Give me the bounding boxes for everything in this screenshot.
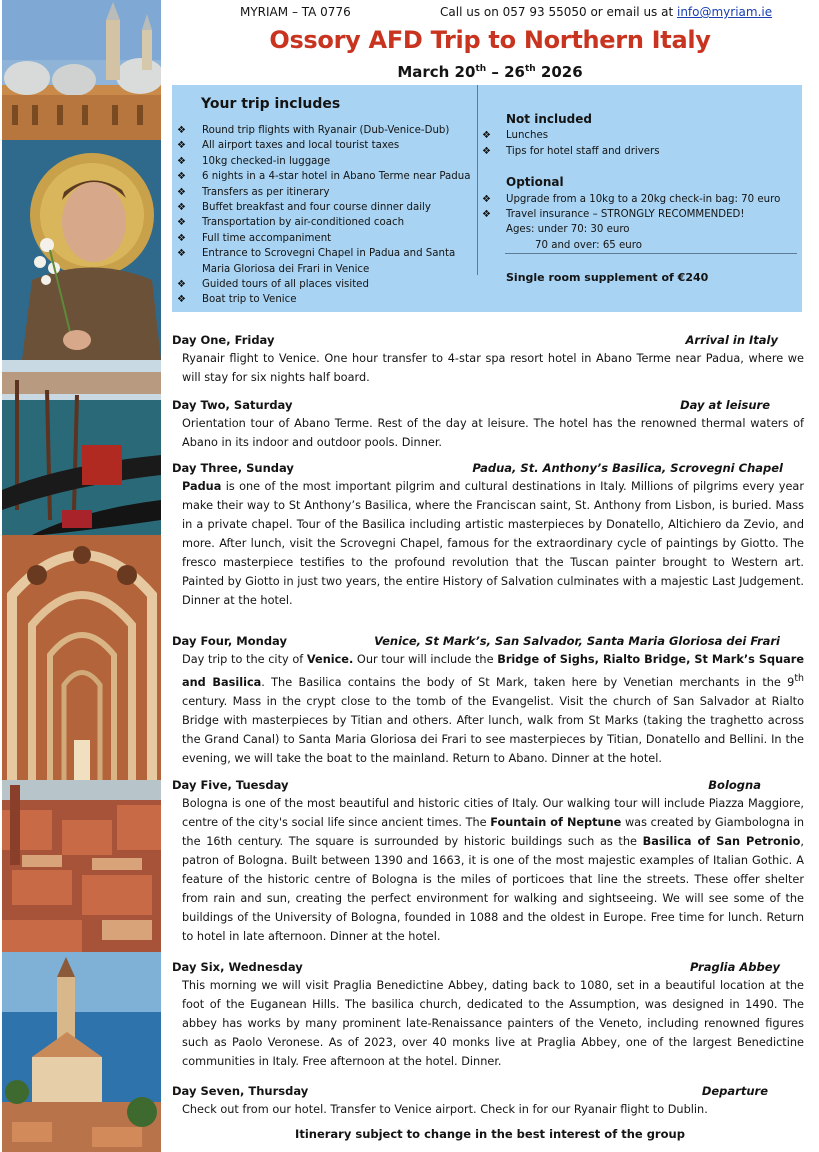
list-item: ❖ 6 nights in a 4-star hotel in Abano Terme near Padua bbox=[177, 169, 477, 184]
bold-place-padua: Padua bbox=[182, 480, 222, 493]
diamond-bullet-icon: ❖ bbox=[177, 248, 186, 260]
insurance-price-70-over: 70 and over: 65 euro bbox=[535, 239, 642, 251]
contact-info bbox=[440, 5, 772, 19]
day-subtitle: Arrival in Italy bbox=[685, 333, 778, 347]
day-description: Padua is one of the most important pilgrim and cultural destinations in Italy. Millions of pilgrims every year make their way to St Anthony’s Basilica, where the Franciscan saint, St. Anthony from Lisbon, is buried. Mass in a private chapel. Tour of the Basilica including artistic masterpieces by Donatello, Altichiero da Zevio, and more. After lunch, visit the Scrovegni Chapel, famous for the extraordinary cycle of paintings by Giotto. The fresco masterpiece testifies to the profound revolution that the Tuscan painter brought to Western art. Painted by Giotto in just two years, the entire History of Salvation culminates with a majestic Last Judgement. Dinner at the hotel. bbox=[182, 480, 804, 607]
day-heading bbox=[172, 1084, 808, 1100]
list-item: ❖ Entrance to Scrovegni Chapel in Padua and Santa Maria Gloriosa dei Frari in Venice bbox=[177, 248, 456, 275]
list-item: ❖ Travel insurance – STRONGLY RECOMMENDED! bbox=[482, 207, 800, 222]
list-item: ❖ Boat trip to Venice bbox=[177, 292, 477, 307]
extras-column bbox=[482, 112, 800, 253]
list-item: ❖ Transportation by air-conditioned coach bbox=[177, 215, 477, 230]
day-one-section bbox=[172, 333, 808, 387]
venice-gondolas-photo bbox=[2, 360, 161, 535]
agency-license: MYRIAM – TA 0776 bbox=[240, 5, 351, 19]
day-description: Bologna is one of the most beautiful and historic cities of Italy. Our walking tour will include Piazza Maggiore, centre of the city's social life since ancient times. The Fountain of Neptune was created by Giambologna in the 16th century. The square is surrounded by historic buildings such as the Basilica of San Petronio, patron of Bologna. Built between 1390 and 1663, it is one of the most majestic examples of Italian Gothic. A feature of the historic centre of Bologna is the miles of porticoes that line the streets. These offer shelter from rain and sun, creating the perfect environment for walking and sightseeing. We will see some of the buildings of the University of Bologna, founded in 1088 and the oldest in Europe. Free time for lunch. Return to hotel in late afternoon. Dinner at the hotel. bbox=[182, 797, 804, 943]
list-item: ❖ Guided tours of all places visited bbox=[177, 277, 477, 292]
day-heading bbox=[172, 461, 808, 477]
bold-fountain-of-neptune: Fountain of Neptune bbox=[490, 816, 622, 829]
day-name: Day Five, Tuesday bbox=[172, 778, 289, 792]
basilica-domes-photo bbox=[2, 0, 161, 140]
day-subtitle: Padua, St. Anthony’s Basilica, Scrovegni Chapel bbox=[472, 461, 783, 475]
day-name: Day Seven, Thursday bbox=[172, 1084, 309, 1098]
day-description: Day trip to the city of Venice. Our tour will include the Bridge of Sighs, Rialto Bridge, St Mark’s Square and Basilica. The Basilica contains the body of St Mark, taken here by Venetian merchants in the 9th century. Mass in the crypt close to the tomb of the Evangelist. Visit the church of San Salvador at Rialto Bridge with masterpieces by Titian and others. After lunch, walk from St Marks (taking the traghetto across the Grand Canal) to Santa Maria Gloriosa dei Frari to see masterpieces by Titian, Donatello and Bellini. In the evening, we will take the boat to the mainland. Return to Abano. Dinner at the hotel. bbox=[182, 653, 804, 765]
diamond-bullet-icon: ❖ bbox=[177, 186, 186, 198]
list-item: ❖ Transfers as per itinerary bbox=[177, 185, 477, 200]
diamond-bullet-icon: ❖ bbox=[482, 145, 491, 157]
day-description: Orientation tour of Abano Terme. Rest of the day at leisure. The hotel has the renowned thermal waters of Abano in its indoor and outdoor pools. Dinner. bbox=[182, 417, 804, 449]
list-item: ❖ Buffet breakfast and four course dinner daily bbox=[177, 200, 477, 215]
list-item: ❖ 10kg checked-in luggage bbox=[177, 154, 477, 169]
bold-venice-sights: Bridge of Sighs, Rialto Bridge, St Mark’s Square and Basilica bbox=[182, 653, 804, 689]
bologna-portico-photo bbox=[2, 535, 161, 780]
diamond-bullet-icon: ❖ bbox=[177, 140, 186, 152]
header-contact-line bbox=[0, 5, 819, 21]
day-seven-section bbox=[172, 1084, 808, 1119]
day-heading bbox=[172, 960, 808, 976]
includes-title: Your trip includes bbox=[201, 96, 341, 112]
day-heading bbox=[172, 634, 808, 650]
day-description: Check out from our hotel. Transfer to Venice airport. Check in for our Ryanair flight to Dublin. bbox=[182, 1103, 708, 1116]
diamond-bullet-icon: ❖ bbox=[482, 209, 491, 221]
day-name: Day One, Friday bbox=[172, 333, 275, 347]
diamond-bullet-icon: ❖ bbox=[177, 125, 186, 136]
supplement-rule bbox=[505, 253, 797, 254]
date-year: 2026 bbox=[535, 63, 583, 81]
day-three-section bbox=[172, 461, 808, 610]
day-four-section bbox=[172, 634, 808, 768]
day-heading bbox=[172, 778, 808, 794]
day-five-section bbox=[172, 778, 808, 946]
diamond-bullet-icon: ❖ bbox=[482, 193, 491, 205]
optional-list bbox=[482, 192, 800, 223]
list-item: ❖ Full time accompaniment bbox=[177, 231, 477, 246]
day-name: Day Six, Wednesday bbox=[172, 960, 303, 974]
bold-basilica-san-petronio: Basilica of San Petronio bbox=[642, 835, 801, 848]
day-subtitle: Praglia Abbey bbox=[689, 960, 780, 974]
diamond-bullet-icon: ❖ bbox=[177, 294, 186, 306]
diamond-bullet-icon: ❖ bbox=[482, 130, 491, 142]
date-end: – 26 bbox=[486, 63, 525, 81]
diamond-bullet-icon: ❖ bbox=[177, 202, 186, 214]
list-item: ❖ Upgrade from a 10kg to a 20kg check-in bag: 70 euro bbox=[482, 192, 800, 207]
day-subtitle: Day at leisure bbox=[680, 398, 770, 412]
list-item: ❖ Tips for hotel staff and drivers bbox=[482, 144, 800, 159]
date-ordinal-1: th bbox=[475, 64, 487, 74]
day-heading bbox=[172, 398, 808, 414]
day-two-section bbox=[172, 398, 808, 452]
column-divider bbox=[477, 85, 478, 275]
day-six-section bbox=[172, 960, 808, 1071]
diamond-bullet-icon: ❖ bbox=[177, 217, 186, 229]
date-ordinal-2: th bbox=[524, 64, 536, 74]
bell-tower-seaside-photo bbox=[2, 952, 161, 1152]
email-link[interactable]: info@myriam.ie bbox=[676, 5, 773, 19]
day-name: Day Three, Sunday bbox=[172, 461, 294, 475]
diamond-bullet-icon: ❖ bbox=[177, 171, 186, 183]
list-item: ❖ Lunches bbox=[482, 128, 800, 143]
bold-place-venice: Venice. bbox=[306, 653, 354, 666]
day-name: Day Two, Saturday bbox=[172, 398, 293, 412]
trip-dates bbox=[161, 63, 819, 81]
day-heading bbox=[172, 333, 808, 349]
diamond-bullet-icon: ❖ bbox=[177, 279, 186, 291]
day-name: Day Four, Monday bbox=[172, 634, 287, 648]
day-subtitle: Bologna bbox=[708, 778, 761, 792]
contact-phone-text: Call us on 057 93 55050 or email us at bbox=[440, 5, 677, 19]
day-subtitle: Venice, St Mark’s, San Salvador, Santa Maria Gloriosa dei Frari bbox=[374, 634, 780, 648]
diamond-bullet-icon: ❖ bbox=[177, 232, 186, 244]
day-description: Ryanair flight to Venice. One hour transfer to 4-star spa resort hotel in Abano Terme near Padua, where we will stay for six nights half board. bbox=[182, 352, 804, 384]
saint-anthony-painting bbox=[2, 140, 161, 360]
date-start: March 20 bbox=[397, 63, 476, 81]
includes-list bbox=[177, 123, 477, 308]
list-item: ❖ All airport taxes and local tourist taxes bbox=[177, 138, 477, 153]
not-included-list bbox=[482, 128, 800, 159]
not-included-title: Not included bbox=[506, 112, 592, 126]
photo-strip bbox=[2, 0, 161, 1152]
day-subtitle: Departure bbox=[701, 1084, 768, 1098]
insurance-price-under-70: Ages: under 70: 30 euro bbox=[506, 224, 630, 236]
list-item: ❖ Round trip flights with Ryanair (Dub-Venice-Dub) bbox=[177, 123, 477, 138]
itinerary-disclaimer: Itinerary subject to change in the best interest of the group bbox=[295, 1127, 685, 1141]
day-description: This morning we will visit Praglia Benedictine Abbey, dating back to 1080, set in a beautiful location at the foot of the Euganean Hills. The basilica church, dedicated to the Assumption, was designed in 1490. The abbey has works by many prominent late-Renaissance painters of the Veneto, including renowned figures such as Paolo Veronese. As of 2023, over 40 monks live at Praglia Abbey, one of the largest Benedictine communities in Italy. Free afternoon at the hotel. Dinner. bbox=[182, 979, 804, 1068]
diamond-bullet-icon: ❖ bbox=[177, 155, 186, 167]
optional-title: Optional bbox=[506, 175, 564, 190]
page-title: Ossory AFD Trip to Northern Italy bbox=[269, 26, 711, 54]
bologna-rooftops-photo bbox=[2, 780, 161, 952]
trip-info-box bbox=[172, 85, 802, 312]
single-room-supplement: Single room supplement of €240 bbox=[506, 271, 709, 284]
